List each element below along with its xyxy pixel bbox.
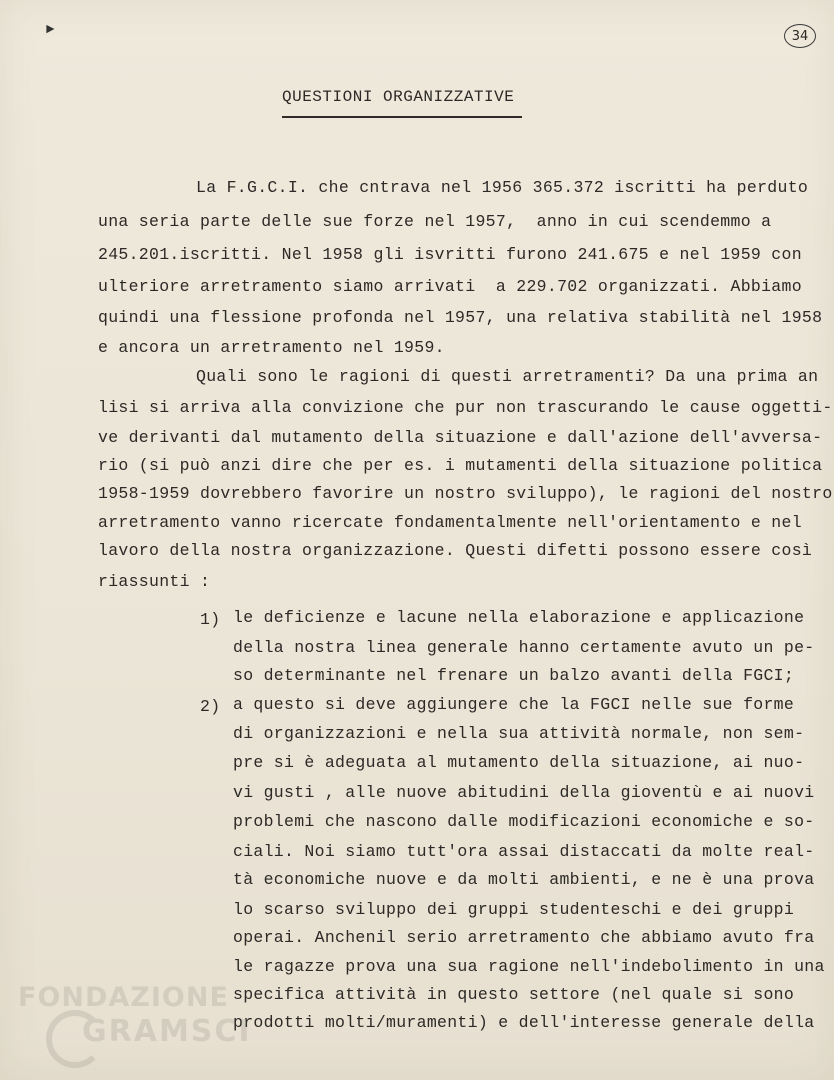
list-item-line: prodotti molti/muramenti) e dell'interesse generale della (233, 1013, 815, 1032)
list-item-line: lo scarso sviluppo dei gruppi studenteschi e dei gruppi (233, 900, 795, 919)
list-item-line: pre si è adeguata al mutamento della situazione, ai nuo- (233, 753, 805, 772)
paragraph-2-line: riassunti : (98, 572, 211, 591)
list-item-number: 2) (200, 697, 221, 716)
page-number: 34 (784, 24, 816, 48)
paragraph-2-line: arretramento vanno ricercate fondamentalmente nell'orientamento e nel (98, 513, 802, 532)
watermark-line-1: FONDAZIONE (18, 982, 229, 1013)
list-item-line: di organizzazioni e nella sua attività normale, non sem- (233, 724, 805, 743)
paragraph-2-line: rio (si può anzi dire che per es. i mutamenti della situazione politica (98, 456, 823, 475)
list-item-line: vi gusti , alle nuove abitudini della gioventù e ai nuovi (233, 783, 815, 802)
list-item-line: a questo si deve aggiungere che la FGCI nelle sue forme (233, 695, 795, 714)
list-item-line: problemi che nascono dalle modificazioni economiche e so- (233, 812, 815, 831)
paragraph-2-line: 1958-1959 dovrebbero favorire un nostro sviluppo), le ragioni del nostro (98, 484, 833, 503)
list-item-line: le ragazze prova una sua ragione nell'indebolimento in una (233, 957, 825, 976)
page-title: QUESTIONI ORGANIZZATIVE (282, 88, 515, 106)
paragraph-1-line: quindi una flessione profonda nel 1957, una relativa stabilità nel 1958 (98, 308, 823, 327)
watermark-line-2: GRAMSCI (82, 1014, 252, 1049)
list-item-line: della nostra linea generale hanno certamente avuto un pe- (233, 638, 815, 657)
fondazione-gramsci-watermark (18, 982, 252, 1072)
title-underline (282, 116, 522, 118)
paragraph-1-line: 245.201.iscritti. Nel 1958 gli isvritti furono 241.675 e nel 1959 con (98, 245, 802, 264)
corner-mark: ► (46, 22, 55, 38)
list-item-line: ciali. Noi siamo tutt'ora assai distaccati da molte real- (233, 842, 815, 861)
list-item-line: specifica attività in questo settore (nel quale si sono (233, 985, 795, 1004)
paragraph-1-line: e ancora un arretramento nel 1959. (98, 338, 445, 357)
list-item-line: so determinante nel frenare un balzo avanti della FGCI; (233, 666, 795, 685)
list-item-number: 1) (200, 610, 221, 629)
list-item-line: tà economiche nuove e da molti ambienti, e ne è una prova (233, 870, 815, 889)
paragraph-1-line: La F.G.C.I. che cntrava nel 1956 365.372 iscritti ha perduto (196, 178, 809, 197)
paragraph-1-line: una seria parte delle sue forze nel 1957, anno in cui scendemmo a (98, 212, 772, 231)
list-item-line: operai. Anchenil serio arretramento che abbiamo avuto fra (233, 928, 815, 947)
paragraph-2-line: ve derivanti dal mutamento della situazione e dall'azione dell'avversa- (98, 428, 823, 447)
paragraph-2-line: lisi si arriva alla convizione che pur non trascurando le cause oggetti- (98, 398, 833, 417)
paragraph-1-line: ulteriore arretramento siamo arrivati a 229.702 organizzati. Abbiamo (98, 277, 802, 296)
list-item-line: le deficienze e lacune nella elaborazione e applicazione (233, 608, 805, 627)
paragraph-2-line: lavoro della nostra organizzazione. Questi difetti possono essere così (98, 541, 813, 560)
paragraph-2-line: Quali sono le ragioni di questi arretramenti? Da una prima an (196, 367, 819, 386)
